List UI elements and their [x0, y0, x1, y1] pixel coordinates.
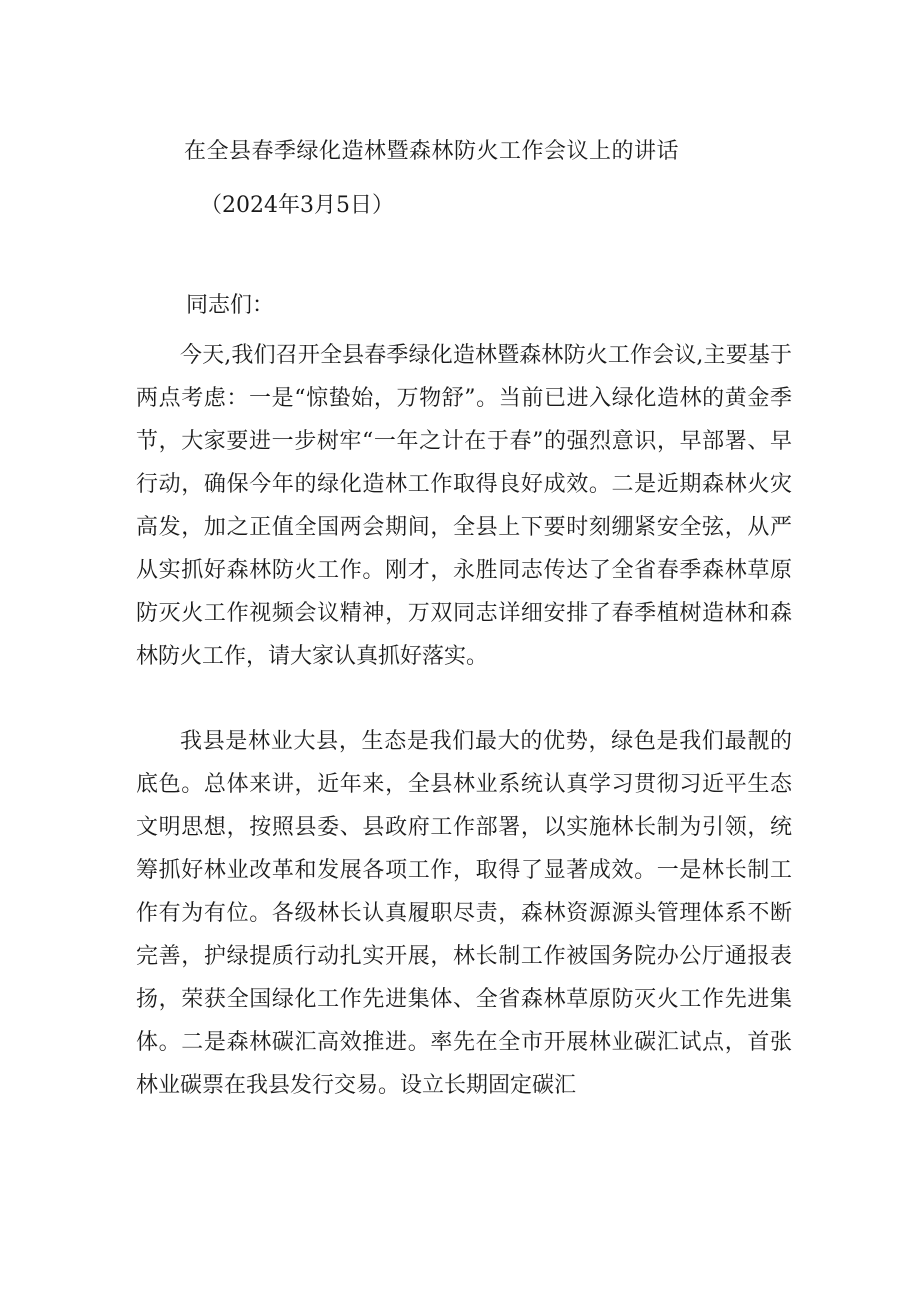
body-paragraph: 今天,我们召开全县春季绿化造林暨森林防火工作会议,主要基于两点考虑：一是“惊蛰始，万物舒”。当前已进入绿化造林的黄金季节，大家要进一步树牢“一年之计在于春”的强烈意识，早部署、早行动，确保今年的绿化造林工作取得良好成效。二是近期森林火灾高发，加之正值全国两会期间，全县上下要时刻绷紧安全弦，从严从实抓好森林防火工作。刚才，永胜同志传达了全省春季森林草原防灭火工作视频会议精神，万双同志详细安排了春季植树造林和森林防火工作，请大家认真抓好落实。	[136, 343, 792, 669]
body-paragraph: 我县是林业大县，生态是我们最大的优势，绿色是我们最靓的底色。总体来讲，近年来，全县林业系统认真学习贯彻习近平生态文明思想，按照县委、县政府工作部署，以实施林长制为引领，统筹抓好林业改革和发展各项工作，取得了显著成效。一是林长制工作有为有位。各级林长认真履职尽责，森林资源源头管理体系不断完善，护绿提质行动扎实开展，林长制工作被国务院办公厅通报表扬，荣获全国绿化工作先进集体、全省森林草原防灭火工作先进集体。二是森林碳汇高效推进。率先在全市开展林业碳汇试点，首张林业碳票在我县发行交易。设立长期固定碳汇	[136, 729, 792, 1098]
document-title: 在全县春季绿化造林暨森林防火工作会议上的讲话	[184, 139, 680, 164]
salutation: 同志们：	[186, 293, 275, 318]
speech-date: （2024年3月5日）	[200, 193, 394, 218]
